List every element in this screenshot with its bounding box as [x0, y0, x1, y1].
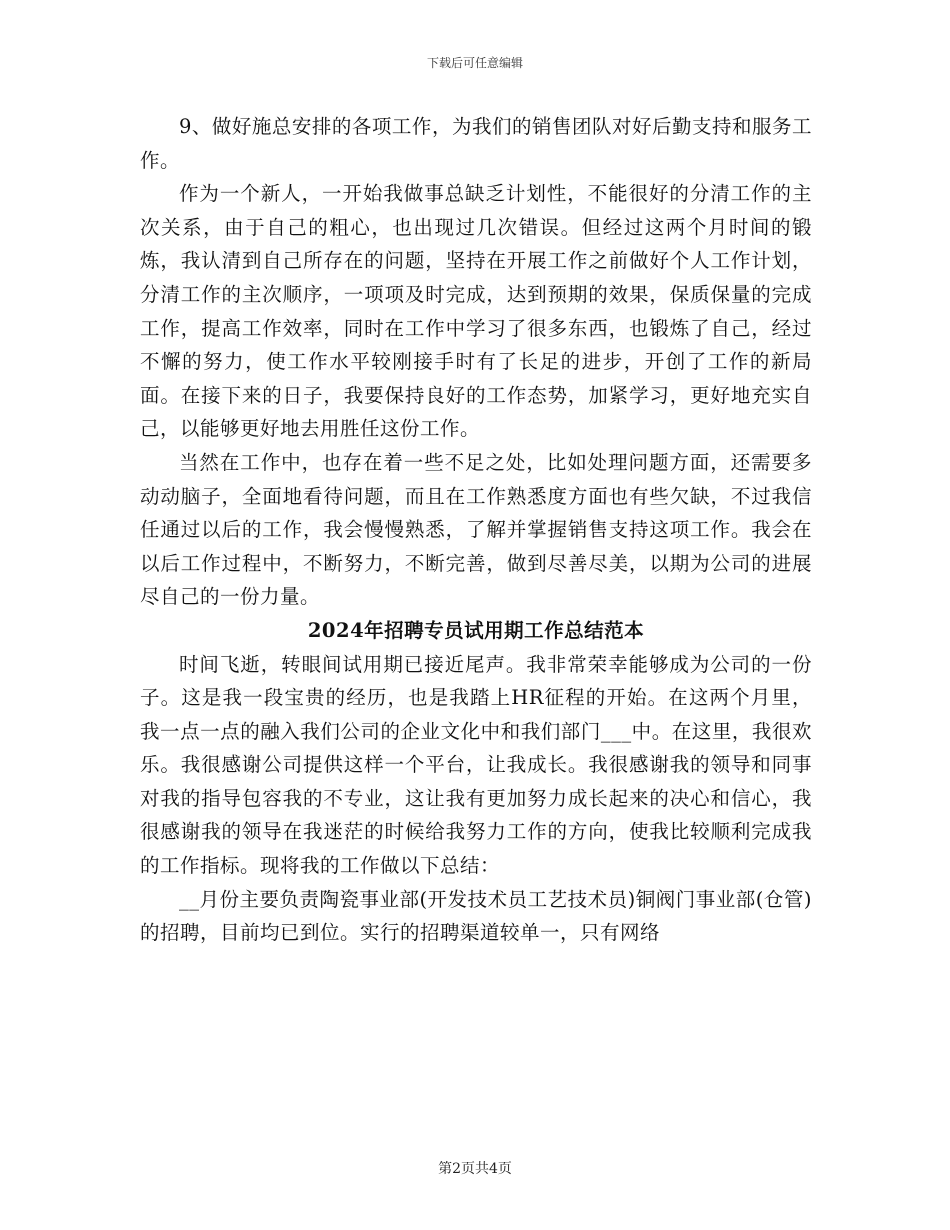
document-body — [140, 110, 812, 950]
section-title: 2024年招聘专员试用期工作总结范本 — [307, 618, 645, 642]
paragraph: 当然在工作中，也存在着一些不足之处，比如处理问题方面，还需要多动动脑子，全面地看待问题，而且在工作熟悉度方面也有些欠缺，不过我信任通过以后的工作，我会慢慢熟悉，了解并掌握销售支持这项工作。我会在以后工作过程中，不断努力，不断完善，做到尽善尽美，以期为公司的进展尽自己的一份力量。 — [140, 450, 812, 609]
paragraph: 作为一个新人，一开始我做事总缺乏计划性，不能很好的分清工作的主次关系，由于自己的粗心，也出现过几次错误。但经过这两个月时间的锻炼，我认清到自己所存在的问题，坚持在开展工作之前做好个人工作计划，分清工作的主次顺序，一项项及时完成，达到预期的效果，保质保量的完成工作，提高工作效率，同时在工作中学习了很多东西，也锻炼了自己，经过不懈的努力，使工作水平较刚接手时有了长足的进步，开创了工作的新局面。在接下来的日子，我要保持良好的工作态势，加紧学习，更好地充实自己，以能够更好地去用胜任这份工作。 — [140, 182, 812, 441]
paragraph: 9、做好施总安排的各项工作，为我们的销售团队对好后勤支持和服务工作。 — [140, 115, 812, 172]
paragraph: 时间飞逝，转眼间试用期已接近尾声。我非常荣幸能够成为公司的一份子。这是我一段宝贵的经历，也是我踏上HR征程的开始。在这两个月里，我一点一点的融入我们公司的企业文化中和我们部门___中。在这里，我很欢乐。我很感谢公司提供这样一个平台，让我成长。我很感谢我的领导和同事对我的指导包容我的不专业，这让我有更加努力成长起来的决心和信心，我很感谢我的领导在我迷茫的时候给我努力工作的方向，使我比较顺利完成我的工作指标。现将我的工作做以下总结： — [140, 652, 812, 878]
paragraph: __月份主要负责陶瓷事业部(开发技术员工艺技术员)铜阀门事业部(仓管)的招聘，目前均已到位。实行的招聘渠道较单一，只有网络 — [140, 887, 812, 945]
page-number: 第2页共4页 — [438, 1161, 512, 1177]
page-header-note: 下载后可任意编辑 — [426, 56, 523, 70]
